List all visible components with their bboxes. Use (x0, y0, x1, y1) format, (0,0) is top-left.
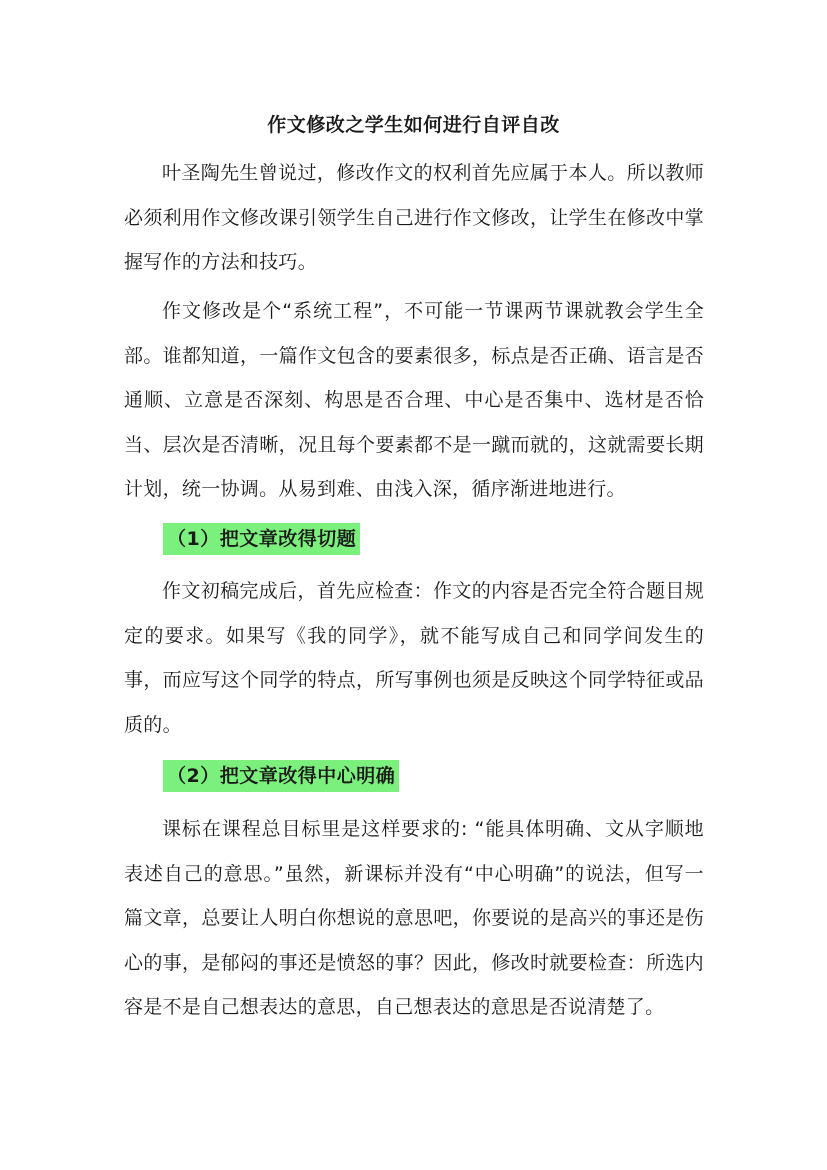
overview-paragraph: 作文修改是个“系统工程”，不可能一节课两节课就教会学生全部。谁都知道，一篇作文包含的要素很多，标点是否正确、语言是否通顺、立意是否深刻、构思是否合理、中心是否集中、选材是否恰当、层次是否清晰，况且每个要素都不是一蹴而就的，这就需要长期计划，统一协调。从易到难、由浅入深，循序渐进地进行。 (124, 300, 704, 500)
section-2-body: 课标在课程总目标里是这样要求的: “能具体明确、文从字顺地表述自己的意思。”虽然，新课标并没有“中心明确”的说法，但写一篇文章，总要让人明白你想说的意思吧，你要说的是高兴的事还是伤心的事，是郁闷的事还是愤怒的事？因此，修改时就要检查：所选内容是不是自己想表达的意思，自己想表达的意思是否说清楚了。 (124, 818, 704, 1018)
document-title: 作文修改之学生如何进行自评自改 (267, 114, 560, 136)
section-1-body: 作文初稿完成后，首先应检查：作文的内容是否完全符合题目规定的要求。如果写《我的同学》，就不能写成自己和同学间发生的事，而应写这个同学的特点，所写事例也须是反映这个同学特征或品质的。 (124, 580, 704, 736)
section-1-heading: （1）把文章改得切题 (163, 523, 360, 555)
intro-paragraph: 叶圣陶先生曾说过，修改作文的权利首先应属于本人。所以教师必须利用作文修改课引领学生自己进行作文修改，让学生在修改中掌握写作的方法和技巧。 (124, 162, 704, 273)
section-2-heading: （2）把文章改得中心明确 (163, 760, 399, 792)
